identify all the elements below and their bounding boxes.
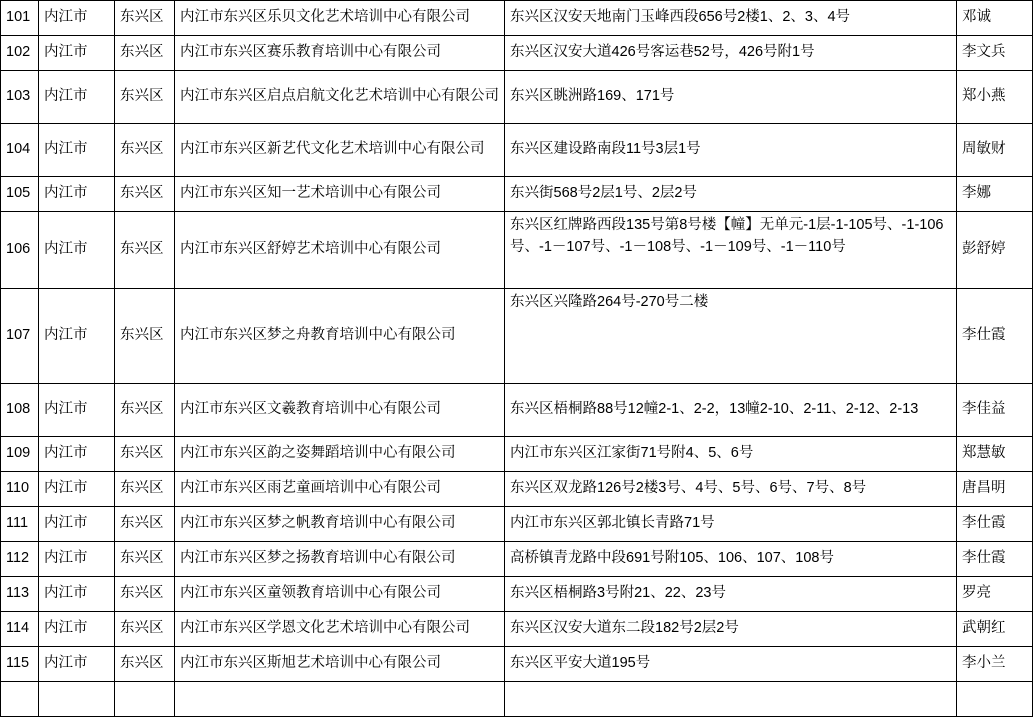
cell-address: 高桥镇青龙路中段691号附105、106、107、108号 — [505, 542, 957, 577]
table-row — [1, 507, 1033, 542]
cell-district: 东兴区 — [115, 212, 175, 289]
cell-index: 113 — [1, 577, 39, 612]
cell-city: 内江市 — [39, 384, 115, 437]
table-row — [1, 647, 1033, 682]
cell-responsible-person: 李仕霞 — [957, 289, 1033, 384]
cell-index: 110 — [1, 472, 39, 507]
cell-responsible-person: 唐昌明 — [957, 472, 1033, 507]
cell-district — [115, 682, 175, 717]
cell-responsible-person: 武朝红 — [957, 612, 1033, 647]
cell-institution-name: 内江市东兴区斯旭艺术培训中心有限公司 — [175, 647, 505, 682]
cell-institution-name: 内江市东兴区梦之帆教育培训中心有限公司 — [175, 507, 505, 542]
cell-index: 115 — [1, 647, 39, 682]
cell-district: 东兴区 — [115, 124, 175, 177]
cell-responsible-person: 李娜 — [957, 177, 1033, 212]
cell-index: 107 — [1, 289, 39, 384]
table-row — [1, 36, 1033, 71]
cell-responsible-person: 郑慧敏 — [957, 437, 1033, 472]
cell-responsible-person: 彭舒婷 — [957, 212, 1033, 289]
cell-district: 东兴区 — [115, 577, 175, 612]
cell-institution-name: 内江市东兴区童领教育培训中心有限公司 — [175, 577, 505, 612]
table-row — [1, 71, 1033, 124]
cell-institution-name: 内江市东兴区梦之扬教育培训中心有限公司 — [175, 542, 505, 577]
cell-address: 东兴区红牌路西段135号第8号楼【幢】无单元-1层-1-105号、-1-106号、-1－107号、-1－108号、-1－109号、-1－110号 — [505, 212, 957, 289]
cell-institution-name: 内江市东兴区乐贝文化艺术培训中心有限公司 — [175, 1, 505, 36]
cell-responsible-person: 邓诚 — [957, 1, 1033, 36]
cell-index: 114 — [1, 612, 39, 647]
table-row — [1, 612, 1033, 647]
table-row — [1, 212, 1033, 289]
cell-city: 内江市 — [39, 437, 115, 472]
cell-address: 东兴区建设路南段11号3层1号 — [505, 124, 957, 177]
cell-city: 内江市 — [39, 177, 115, 212]
cell-city: 内江市 — [39, 36, 115, 71]
cell-responsible-person: 李佳益 — [957, 384, 1033, 437]
cell-index: 105 — [1, 177, 39, 212]
cell-responsible-person: 罗亮 — [957, 577, 1033, 612]
cell-index: 106 — [1, 212, 39, 289]
table-row — [1, 682, 1033, 717]
cell-address: 东兴街568号2层1号、2层2号 — [505, 177, 957, 212]
cell-address: 内江市东兴区江家街71号附4、5、6号 — [505, 437, 957, 472]
cell-institution-name: 内江市东兴区新艺代文化艺术培训中心有限公司 — [175, 124, 505, 177]
cell-responsible-person: 李仕霞 — [957, 542, 1033, 577]
cell-address: 东兴区双龙路126号2楼3号、4号、5号、6号、7号、8号 — [505, 472, 957, 507]
cell-responsible-person — [957, 682, 1033, 717]
table-row — [1, 124, 1033, 177]
cell-index: 104 — [1, 124, 39, 177]
cell-index — [1, 682, 39, 717]
cell-address — [505, 682, 957, 717]
cell-city: 内江市 — [39, 212, 115, 289]
cell-district: 东兴区 — [115, 289, 175, 384]
table-row — [1, 577, 1033, 612]
cell-index: 102 — [1, 36, 39, 71]
table-row — [1, 1, 1033, 36]
cell-city: 内江市 — [39, 124, 115, 177]
cell-city: 内江市 — [39, 647, 115, 682]
cell-district: 东兴区 — [115, 647, 175, 682]
cell-district: 东兴区 — [115, 612, 175, 647]
table-row — [1, 177, 1033, 212]
cell-district: 东兴区 — [115, 437, 175, 472]
cell-city: 内江市 — [39, 472, 115, 507]
table-row — [1, 542, 1033, 577]
cell-index: 112 — [1, 542, 39, 577]
cell-index: 109 — [1, 437, 39, 472]
cell-institution-name: 内江市东兴区韵之姿舞蹈培训中心有限公司 — [175, 437, 505, 472]
cell-address: 内江市东兴区郭北镇长青路71号 — [505, 507, 957, 542]
cell-institution-name: 内江市东兴区雨艺童画培训中心有限公司 — [175, 472, 505, 507]
table-row — [1, 437, 1033, 472]
cell-institution-name — [175, 682, 505, 717]
cell-institution-name: 内江市东兴区文羲教育培训中心有限公司 — [175, 384, 505, 437]
table-row — [1, 472, 1033, 507]
cell-institution-name: 内江市东兴区启点启航文化艺术培训中心有限公司 — [175, 71, 505, 124]
cell-institution-name: 内江市东兴区学恩文化艺术培训中心有限公司 — [175, 612, 505, 647]
cell-city: 内江市 — [39, 1, 115, 36]
cell-city: 内江市 — [39, 289, 115, 384]
cell-district: 东兴区 — [115, 177, 175, 212]
cell-district: 东兴区 — [115, 384, 175, 437]
cell-responsible-person: 李文兵 — [957, 36, 1033, 71]
cell-district: 东兴区 — [115, 36, 175, 71]
cell-district: 东兴区 — [115, 71, 175, 124]
cell-city: 内江市 — [39, 612, 115, 647]
cell-responsible-person: 李小兰 — [957, 647, 1033, 682]
cell-institution-name: 内江市东兴区赛乐教育培训中心有限公司 — [175, 36, 505, 71]
cell-address: 东兴区汉安大道东二段182号2层2号 — [505, 612, 957, 647]
table-row — [1, 384, 1033, 437]
cell-address: 东兴区汉安天地南门玉峰西段656号2楼1、2、3、4号 — [505, 1, 957, 36]
cell-address: 东兴区梧桐路3号附21、22、23号 — [505, 577, 957, 612]
cell-district: 东兴区 — [115, 1, 175, 36]
table-row — [1, 289, 1033, 384]
cell-index: 111 — [1, 507, 39, 542]
cell-index: 101 — [1, 1, 39, 36]
cell-address: 东兴区梧桐路88号12幢2-1、2-2，13幢2-10、2-11、2-12、2-13 — [505, 384, 957, 437]
cell-district: 东兴区 — [115, 542, 175, 577]
cell-index: 103 — [1, 71, 39, 124]
cell-district: 东兴区 — [115, 472, 175, 507]
cell-city — [39, 682, 115, 717]
cell-address: 东兴区汉安大道426号客运巷52号，426号附1号 — [505, 36, 957, 71]
cell-responsible-person: 郑小燕 — [957, 71, 1033, 124]
cell-institution-name: 内江市东兴区舒婷艺术培训中心有限公司 — [175, 212, 505, 289]
cell-responsible-person: 李仕霞 — [957, 507, 1033, 542]
cell-address: 东兴区平安大道195号 — [505, 647, 957, 682]
cell-city: 内江市 — [39, 71, 115, 124]
cell-district: 东兴区 — [115, 507, 175, 542]
cell-index: 108 — [1, 384, 39, 437]
cell-address: 东兴区兴隆路264号-270号二楼 — [505, 289, 957, 384]
cell-city: 内江市 — [39, 507, 115, 542]
cell-institution-name: 内江市东兴区知一艺术培训中心有限公司 — [175, 177, 505, 212]
table-body — [1, 1, 1033, 717]
cell-city: 内江市 — [39, 542, 115, 577]
cell-responsible-person: 周敏财 — [957, 124, 1033, 177]
cell-address: 东兴区眺洲路169、171号 — [505, 71, 957, 124]
cell-institution-name: 内江市东兴区梦之舟教育培训中心有限公司 — [175, 289, 505, 384]
cell-city: 内江市 — [39, 577, 115, 612]
